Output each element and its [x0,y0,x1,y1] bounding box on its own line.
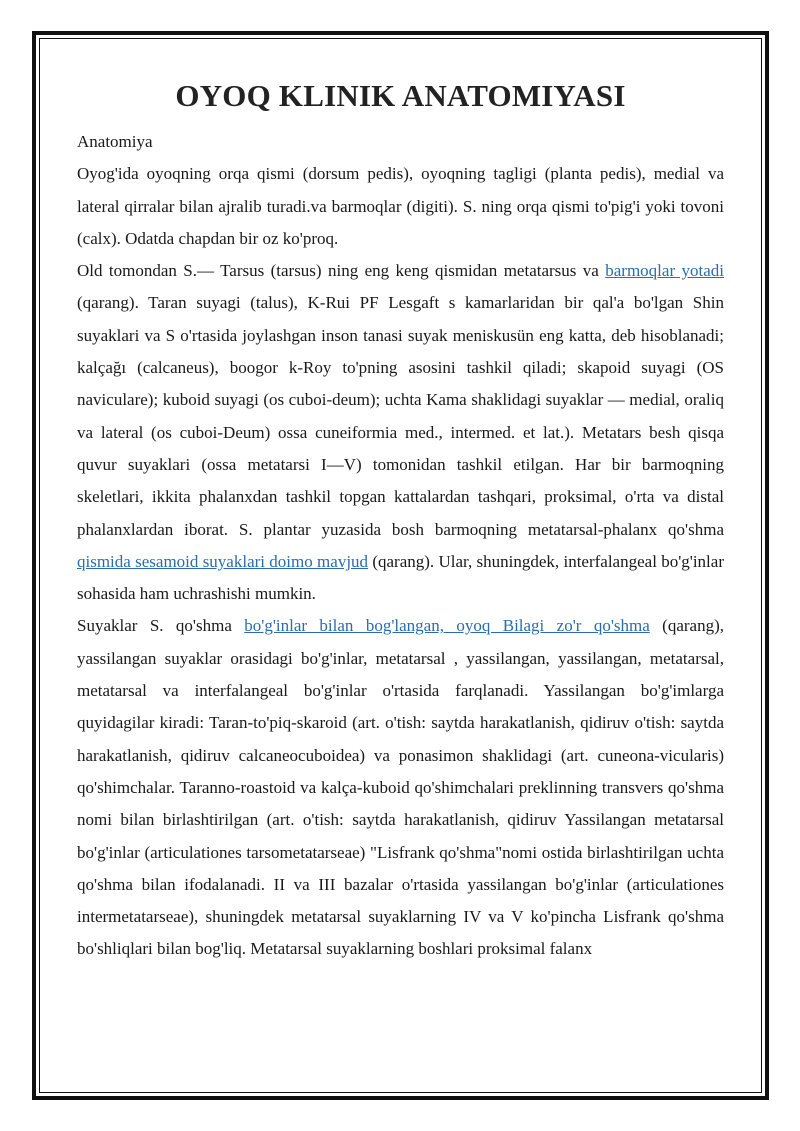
paragraph-3 [77,610,724,965]
paragraph-2 [77,255,724,610]
paragraph-2-text-c: (qarang). Ular, shuningdek, interfalangeal bo'g'inlar sohasida ham uchrashishi mumkin. [77,551,724,604]
paragraph-1: Oyog'ida oyoqning orqa qismi (dorsum pedis), oyoqning tagligi (planta pedis), medial va lateral qirralar bilan ajralib turadi.va barmoqlar (digiti). S. ning orqa qismi to'pig'i yoki tovoni (calx). Odatda chapdan bir oz ko'proq. [77,164,724,248]
link-barmoqlar-yotadi[interactable]: barmoqlar yotadi [605,261,724,281]
paragraph-2-text-b: (qarang). Taran suyagi (talus), K-Rui PF Lesgaft s kamarlaridan bir qal'a bo'lgan Shin suyaklari va S o'rtasida joylashgan inson tanasi suyak meniskusün eng katta, deb hisoblanadi; kalçağı (calcaneus), boogor k-Roy to'pning asosini tashkil qiladi; skapoid suyagi (OS naviculare); kuboid suyagi (os cuboi-deum); uchta Kama shaklidagi suyaklar — medial, oraliq va lateral (os cuboi-Deum) ossa cuneiformia med., intermed. et lat.). Metatars besh qisqa quvur suyaklari (ossa metatarsi I—V) tomonidan tashkil etilgan. Har bir barmoqning skeletlari, ikkita phalanxdan tashkil topgan kattalardan tashqari, proksimal, o'rta va distal phalanxlardan iborat. S. plantar yuzasida bosh barmoqning metatarsal-phalanx qo'shma [77,293,724,539]
paragraph-2-text-a: Old tomondan S.— Tarsus (tarsus) ning eng keng qismidan metatarsus va [77,261,606,281]
paragraph-3-text-b: (qarang), yassilangan suyaklar orasidagi bo'g'inlar, metatarsal , yassilangan, yassilangan, metatarsal, metatarsal va interfalangeal bo'g'inlar o'rtasida farqlanadi. Yassilangan bo'g'imlarga quyidagilar kiradi: Taran-to'piq-skaroid (art. o'tish: saytda harakatlanish, qidiruv o'tish: saytda harakatlanish, qidiruv calcaneocuboidea) va ponasimon shaklidagi (art. cuneona-vicularis) qo'shimchalar. Taranno-roastoid va kalça-kuboid qo'shimchalari preklinning transvers qo'shma nomi bilan birlashtirilgan (art. o'tish: saytda harakatlanish, qidiruv Yassilangan metatarsal bo'g'inlar (articulationes tarsometatarseae) "Lisfrank qo'shma"nomi ostida birlashtirilgan uchta qo'shma bilan ifodalanadi. II va III bazalar o'rtasida yassilangan bo'g'inlar (articulationes intermetatarseae), shuningdek metatarsal suyaklarning IV va V ko'pincha Lisfrank qo'shma bo'shliqlari bilan bog'liq. Metatarsal suyaklarning boshlari proksimal falanx [77,616,724,959]
link-sesamoid-suyaklari[interactable]: qismida sesamoid suyaklari doimo mavjud [77,551,369,571]
paragraph-3-text-a: Suyaklar S. qo'shma [77,616,245,636]
link-boginlar-qoshma[interactable]: bo'g'inlar bilan bog'langan, oyoq Bilagi zo'r qo'shma [244,616,650,636]
document-body [77,74,724,966]
section-heading: Anatomiya [77,132,153,151]
document-title: OYOQ KLINIK ANATOMIYASI [175,78,626,113]
